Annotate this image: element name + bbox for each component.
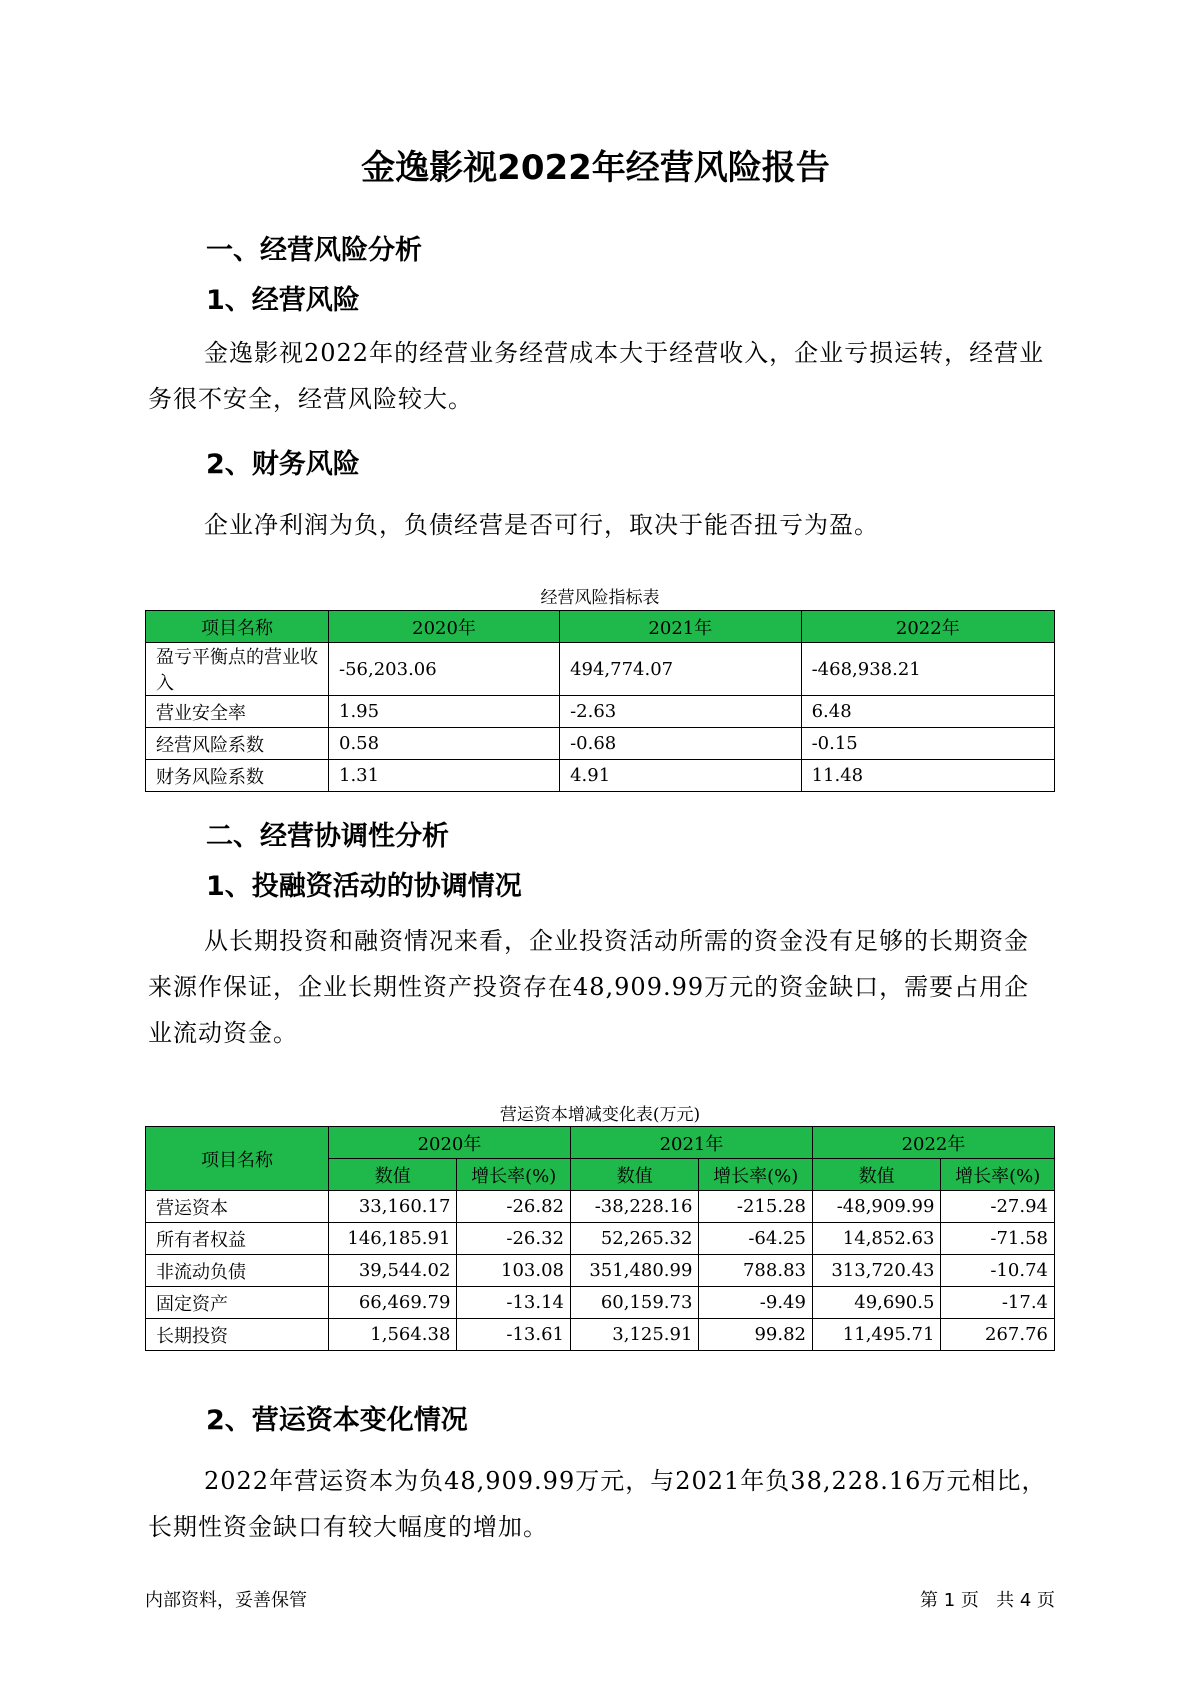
table-cell: -468,938.21	[801, 643, 1054, 696]
table-cell: 66,469.79	[329, 1287, 457, 1319]
table-cell: -2.63	[560, 696, 802, 728]
table-cell: 盈亏平衡点的营业收入	[146, 643, 329, 696]
table-header-cell: 项目名称	[146, 611, 329, 643]
risk-indicator-table	[145, 610, 1055, 792]
table-row	[146, 1319, 1055, 1351]
table-row	[146, 1287, 1055, 1319]
table-cell: 33,160.17	[329, 1191, 457, 1223]
table-row	[146, 1223, 1055, 1255]
table-cell: -27.94	[941, 1191, 1055, 1223]
table-cell: 313,720.43	[812, 1255, 940, 1287]
table-cell: 1.95	[329, 696, 560, 728]
table-cell: -64.25	[699, 1223, 813, 1255]
table-subheader-cell: 增长率(%)	[457, 1159, 571, 1191]
subsection-heading-working-capital: 2、营运资本变化情况	[206, 1405, 468, 1436]
table-subheader-cell: 增长率(%)	[941, 1159, 1055, 1191]
table-cell: -26.32	[457, 1223, 571, 1255]
table1-caption: 经营风险指标表	[540, 588, 660, 608]
financial-risk-paragraph: 企业净利润为负，负债经营是否可行，取决于能否扭亏为盈。	[204, 511, 879, 539]
table-header-row	[146, 611, 1055, 643]
section-heading-coordination: 二、经营协调性分析	[206, 821, 449, 852]
table-cell: -17.4	[941, 1287, 1055, 1319]
table-header-year: 2020年	[329, 1127, 571, 1159]
table-cell: -71.58	[941, 1223, 1055, 1255]
table-cell: 11.48	[801, 760, 1054, 792]
section-heading-risk-analysis: 一、经营风险分析	[206, 235, 422, 266]
table-header-year: 2021年	[570, 1127, 812, 1159]
investment-financing-paragraph: 从长期投资和融资情况来看，企业投资活动所需的资金没有足够的长期资金来源作保证，企业长期性资产投资存在48,909.99万元的资金缺口，需要占用企业流动资金。	[148, 927, 1030, 1047]
table-cell: 6.48	[801, 696, 1054, 728]
table-cell: -0.15	[801, 728, 1054, 760]
table-row	[146, 1191, 1055, 1223]
table-cell: -0.68	[560, 728, 802, 760]
table-header-cell: 2022年	[801, 611, 1054, 643]
table-cell: 1,564.38	[329, 1319, 457, 1351]
table-row	[146, 760, 1055, 792]
table-cell: 固定资产	[146, 1287, 329, 1319]
table-cell: 99.82	[699, 1319, 813, 1351]
table-row	[146, 643, 1055, 696]
table-cell: 60,159.73	[570, 1287, 698, 1319]
table-header-cell: 2020年	[329, 611, 560, 643]
table-row	[146, 696, 1055, 728]
table-header-cell: 2021年	[560, 611, 802, 643]
table-cell: 49,690.5	[812, 1287, 940, 1319]
table-row	[146, 728, 1055, 760]
table-cell: 11,495.71	[812, 1319, 940, 1351]
table-cell: -56,203.06	[329, 643, 560, 696]
table-row	[146, 1255, 1055, 1287]
table-subheader-cell: 数值	[329, 1159, 457, 1191]
table-cell: 营业安全率	[146, 696, 329, 728]
table-header-cell: 项目名称	[146, 1127, 329, 1191]
subsection-heading-investment-financing: 1、投融资活动的协调情况	[206, 871, 522, 902]
table-cell: 所有者权益	[146, 1223, 329, 1255]
working-capital-paragraph: 2022年营运资本为负48,909.99万元，与2021年负38,228.16万元相比，长期性资金缺口有较大幅度的增加。	[148, 1467, 1047, 1541]
report-title: 金逸影视2022年经营风险报告	[361, 148, 830, 188]
table-cell: -13.61	[457, 1319, 571, 1351]
table-subheader-cell: 增长率(%)	[699, 1159, 813, 1191]
table-cell: 财务风险系数	[146, 760, 329, 792]
footer-confidential-note: 内部资料，妥善保管	[145, 1590, 307, 1611]
table-cell: -48,909.99	[812, 1191, 940, 1223]
table-cell: -13.14	[457, 1287, 571, 1319]
table-subheader-cell: 数值	[570, 1159, 698, 1191]
table-cell: 39,544.02	[329, 1255, 457, 1287]
table-cell: -9.49	[699, 1287, 813, 1319]
table-cell: 14,852.63	[812, 1223, 940, 1255]
table-cell: 788.83	[699, 1255, 813, 1287]
table-cell: 494,774.07	[560, 643, 802, 696]
table-cell: -38,228.16	[570, 1191, 698, 1223]
table-cell: 4.91	[560, 760, 802, 792]
table-cell: 267.76	[941, 1319, 1055, 1351]
table-subheader-cell: 数值	[812, 1159, 940, 1191]
table-cell: 长期投资	[146, 1319, 329, 1351]
subsection-heading-financial-risk: 2、财务风险	[206, 449, 360, 480]
table-cell: 非流动负债	[146, 1255, 329, 1287]
table-cell: 103.08	[457, 1255, 571, 1287]
table-header-row	[146, 1127, 1055, 1159]
table-cell: 经营风险系数	[146, 728, 329, 760]
operating-risk-paragraph: 金逸影视2022年的经营业务经营成本大于经营收入，企业亏损运转，经营业务很不安全，经营风险较大。	[148, 339, 1045, 413]
subsection-heading-operating-risk: 1、经营风险	[206, 285, 360, 316]
table-cell: 1.31	[329, 760, 560, 792]
table-header-year: 2022年	[812, 1127, 1054, 1159]
table-cell: 52,265.32	[570, 1223, 698, 1255]
table-cell: 351,480.99	[570, 1255, 698, 1287]
table-cell: -26.82	[457, 1191, 571, 1223]
footer-page-number: 第 1 页 共 4 页	[920, 1590, 1055, 1611]
table-cell: 0.58	[329, 728, 560, 760]
table2-caption: 营运资本增减变化表(万元)	[499, 1105, 701, 1125]
table-cell: 3,125.91	[570, 1319, 698, 1351]
table-cell: 营运资本	[146, 1191, 329, 1223]
table-cell: -10.74	[941, 1255, 1055, 1287]
table-cell: 146,185.91	[329, 1223, 457, 1255]
working-capital-table	[145, 1126, 1055, 1351]
table-cell: -215.28	[699, 1191, 813, 1223]
